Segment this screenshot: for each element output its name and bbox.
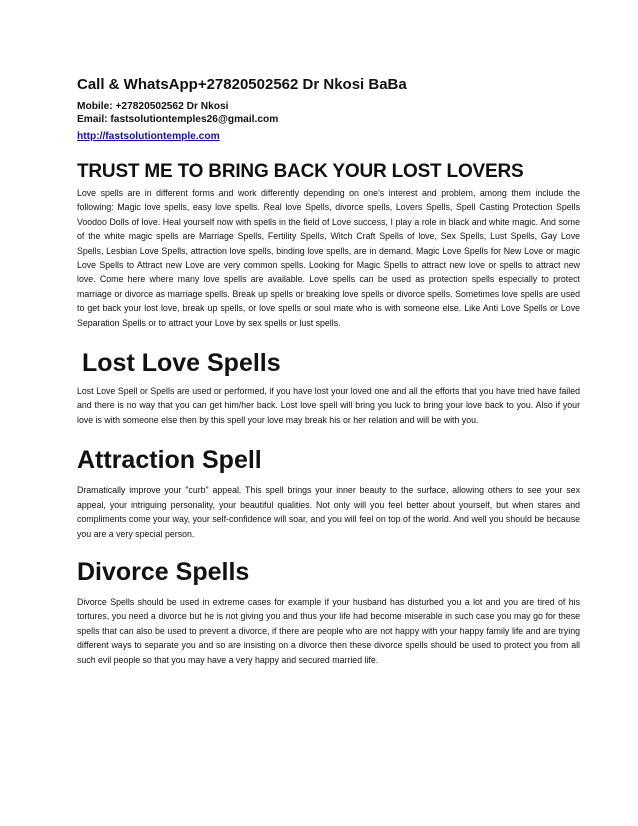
divorce-heading: Divorce Spells (77, 557, 250, 586)
mobile-line: Mobile: +27820502562 Dr Nkosi (77, 101, 229, 112)
divorce-paragraph: Divorce Spells should be used in extreme cases for example if your husband has disturbed you a lot and you are tired of his tortures, you need a divorce but he is not giving you and thus your life had become miserable in such case you may go for these spells that can also be used to prevent a divorce, if there are people who are not happy with your happy family life and are trying different ways to separate you and so are insisting on a divorce then these divorce spells should be used to protect you from all such evil people so that you may have a very happy and secured married life. (77, 596, 580, 665)
contact-title: Call & WhatsApp+27820502562 Dr Nkosi BaBa (77, 76, 407, 93)
main-heading: TRUST ME TO BRING BACK YOUR LOST LOVERS (77, 161, 524, 182)
attraction-paragraph: Dramatically improve your "curb" appeal. This spell brings your inner beauty to the surface, allowing others to see your sex appeal, your intriguing personality, your beautiful qualities. Not only will you feel better about yourself, but when stares and compliments come your way, your self-confidence will soar, and you will feel on top of the world. And well you should be because you are a very special person. (77, 485, 580, 539)
lost-love-paragraph: Lost Love Spell or Spells are used or performed, if you have lost your loved one and all the efforts that you have tried have failed and there is no way that you can get him/her back. Lost love spell will bring you luck to bring your love back to you. Also if your love is with someone else then by this spell your love may break his or her relation and will be with you. (77, 386, 580, 425)
website-link[interactable]: http://fastsolutiontemple.com (77, 131, 220, 142)
lost-love-heading: Lost Love Spells (82, 349, 281, 378)
attraction-heading: Attraction Spell (77, 446, 262, 475)
contact-block (77, 76, 580, 144)
email-line: Email: fastsolutiontemples26@gmail.com (77, 114, 279, 125)
intro-paragraph: Love spells are in different forms and work differently depending on one's interest and problem, among them include the following: Magic love spells, easy love spells. Real love Spells, divorce spells, Lovers Spells, Spell Casting Protection Spells Voodoo Dolls of love. Heal yourself now with spells in the field of Love success, I play a role in black and white magic. And some of the white magic spells are Marriage Spells, Fertility Spells, Witch Craft Spells of love, Sex Spells, Lust Spells, Gay Love Spells, Lesbian Love Spells, attraction love spells, binding love spells, are in demand. Magic Love Spells for New Love or magic Love Spells to Attract new Love are very common spells. Looking for Magic Spells to attract new love or spells to attract new love. Come here where many love spells are available. Love spells can be used as protection spells especially to protect marriage or divorce as marriage spells. Break up spells or breaking love spells or divorce spells. Sometimes love spells are used to get back your lost love, break up spells, or love spells or soul mate who is with someone else. Like Anti Love Spells or Love Separation Spells or to attract your Love by sex spells or lust spells. (77, 188, 580, 328)
